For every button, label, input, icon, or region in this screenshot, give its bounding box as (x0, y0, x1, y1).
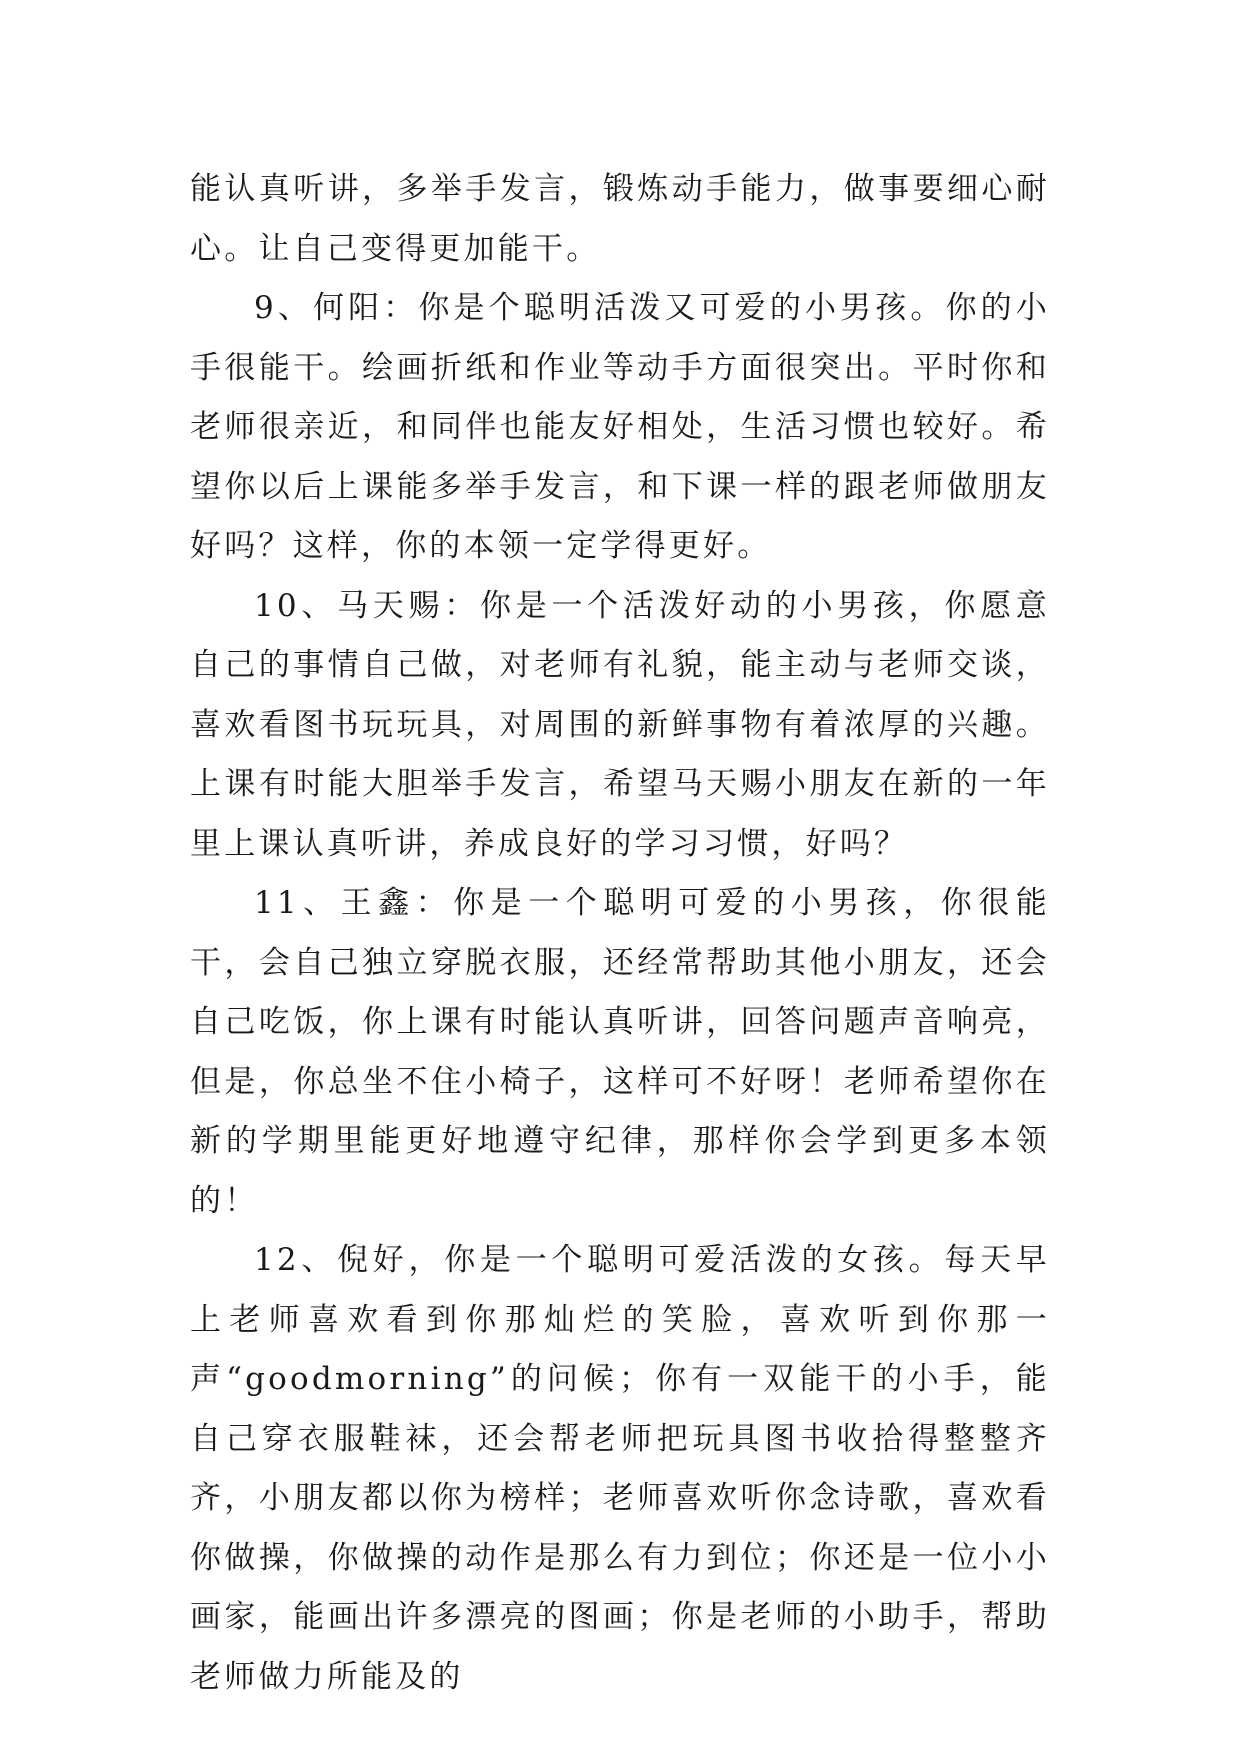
paragraph-item-9: 9、何阳：你是个聪明活泼又可爱的小男孩。你的小手很能干。绘画折纸和作业等动手方面很突出。平时你和老师很亲近，和同伴也能友好相处，生活习惯也较好。希望你以后上课能多举手发言，和下课一样的跟老师做朋友好吗？这样，你的本领一定学得更好。 (190, 290, 1050, 564)
paragraph-item-11: 11、王鑫：你是一个聪明可爱的小男孩，你很能干，会自己独立穿脱衣服，还经常帮助其他小朋友，还会自己吃饭，你上课有时能认真听讲，回答问题声音响亮，但是，你总坐不住小椅子，这样可不好呀！老师希望你在新的学期里能更好地遵守纪律，那样你会学到更多本领的！ (190, 885, 1050, 1219)
paragraph-item-10: 10、马天赐：你是一个活泼好动的小男孩，你愿意自己的事情自己做，对老师有礼貌，能主动与老师交谈，喜欢看图书玩玩具，对周围的新鲜事物有着浓厚的兴趣。上课有时能大胆举手发言，希望马天赐小朋友在新的一年里上课认真听讲，养成良好的学习习惯，好吗？ (190, 587, 1050, 862)
document-body (190, 160, 1050, 1707)
paragraph-item-12: 12、倪好，你是一个聪明可爱活泼的女孩。每天早上老师喜欢看到你那灿烂的笑脸，喜欢听到你那一声“goodmorning”的问候；你有一双能干的小手，能自己穿衣服鞋袜，还会帮老师把玩具图书收拾得整整齐齐，小朋友都以你为榜样；老师喜欢听你念诗歌，喜欢看你做操，你做操的动作是那么有力到位；你还是一位小小画家，能画出许多漂亮的图画；你是老师的小助手，帮助老师做力所能及的 (190, 1242, 1050, 1695)
paragraph-continuation: 能认真听讲，多举手发言，锻炼动手能力，做事要细心耐心。让自己变得更加能干。 (190, 171, 1050, 267)
